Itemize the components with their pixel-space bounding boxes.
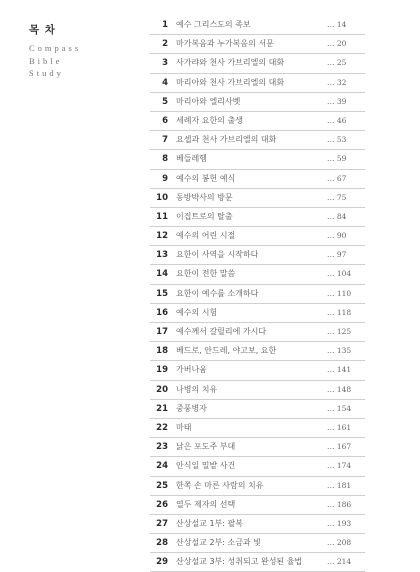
page-number: … 46 [327, 115, 347, 125]
chapter-title: 요한이 전한 말씀 [176, 269, 236, 279]
chapter-title: 예수께서 갈릴리에 가시다 [176, 327, 267, 336]
page-number: … 174 [327, 461, 352, 471]
contents-heading: 목 차 [29, 24, 56, 36]
page-number: … 67 [327, 173, 347, 183]
page-number: … 39 [327, 96, 347, 106]
chapter-number: 10 [156, 192, 168, 203]
chapter-title: 예수의 어린 시절 [176, 231, 236, 241]
page-number: … 84 [327, 211, 347, 221]
chapter-number: 11 [156, 211, 168, 222]
toc-entry[interactable] [150, 400, 365, 419]
chapter-title: 열두 제자의 선택 [176, 499, 236, 509]
page-number: … 161 [327, 422, 352, 432]
page-number: … 53 [327, 135, 347, 145]
chapter-title: 한쪽 손 마른 사람의 치유 [176, 480, 264, 490]
toc-entry[interactable] [150, 419, 365, 438]
chapter-title: 마리아와 천사 가브리엘의 대화 [176, 77, 285, 87]
table-of-contents [150, 16, 365, 572]
chapter-title: 예수의 봉헌 예식 [176, 173, 236, 183]
chapter-number: 20 [156, 384, 168, 395]
chapter-title: 가버나움 [176, 365, 207, 375]
toc-entry[interactable] [150, 112, 365, 131]
chapter-number: 27 [156, 518, 168, 529]
chapter-title: 베드로, 안드레, 야고보, 요한 [176, 346, 277, 356]
chapter-title: 산상설교 1부: 팔복 [176, 518, 243, 528]
chapter-number: 29 [156, 557, 168, 568]
chapter-title: 요한이 예수를 소개하다 [176, 288, 259, 298]
chapter-number: 12 [156, 231, 168, 242]
chapter-number: 16 [156, 307, 168, 318]
page-number: … 14 [327, 20, 347, 29]
toc-entry[interactable] [150, 265, 365, 284]
chapter-number: 5 [162, 96, 168, 107]
toc-entry[interactable] [150, 534, 365, 553]
chapter-number: 3 [162, 58, 168, 69]
toc-entry[interactable] [150, 74, 365, 93]
toc-entry[interactable] [150, 285, 365, 304]
page-number: … 135 [327, 346, 352, 356]
page-number: … 186 [327, 499, 352, 509]
chapter-title: 안식일 밀밭 사건 [176, 461, 236, 471]
chapter-number: 25 [156, 480, 168, 491]
page-number: … 97 [327, 250, 347, 260]
chapter-number: 1 [162, 20, 168, 30]
chapter-number: 18 [156, 346, 168, 357]
sidebar [29, 22, 81, 80]
chapter-title: 예수의 시험 [176, 307, 218, 317]
chapter-number: 6 [162, 115, 168, 126]
toc-entry[interactable] [150, 553, 365, 572]
toc-entry[interactable] [150, 438, 365, 457]
toc-entry[interactable] [150, 227, 365, 246]
chapter-title: 마리아와 엘리사벳 [176, 96, 241, 106]
chapter-title: 요셉과 천사 가브리엘의 대화 [176, 135, 277, 145]
page-number: … 148 [327, 384, 352, 394]
page-number: … 110 [327, 288, 352, 298]
toc-entry[interactable] [150, 515, 365, 534]
toc-entry[interactable] [150, 54, 365, 73]
chapter-title: 예수 그리스도의 족보 [176, 20, 251, 29]
series-name-line: Bible [29, 55, 63, 66]
page-number: … 118 [327, 307, 352, 317]
series-name-line: Study [29, 68, 64, 78]
page-number: … 20 [327, 39, 347, 49]
chapter-number: 17 [156, 327, 168, 337]
chapter-number: 13 [156, 250, 168, 261]
toc-entry[interactable] [150, 361, 365, 380]
series-name-line: Compass [29, 43, 82, 53]
toc-entry[interactable] [150, 381, 365, 400]
chapter-title: 요한이 사역을 시작하다 [176, 250, 259, 260]
chapter-number: 26 [156, 499, 168, 510]
page-number: … 141 [327, 365, 352, 375]
page-number: … 90 [327, 231, 347, 241]
toc-entry[interactable] [150, 16, 365, 35]
toc-entry[interactable] [150, 150, 365, 169]
chapter-title: 사가랴와 천사 가브리엘의 대화 [176, 58, 285, 68]
page-number: … 59 [327, 154, 347, 164]
toc-entry[interactable] [150, 208, 365, 227]
chapter-number: 24 [156, 461, 168, 472]
page-number: … 104 [327, 269, 352, 279]
chapter-number: 4 [162, 77, 168, 88]
toc-entry[interactable] [150, 170, 365, 189]
chapter-title: 세례자 요한의 출생 [176, 115, 243, 125]
page-number: … 181 [327, 480, 352, 490]
page-number: … 154 [327, 403, 352, 413]
chapter-title: 동방박사의 방문 [176, 192, 233, 202]
toc-entry[interactable] [150, 93, 365, 112]
chapter-title: 산상설교 3부: 성취되고 완성된 율법 [176, 557, 303, 567]
page-number: … 167 [327, 442, 352, 452]
chapter-number: 15 [156, 288, 168, 299]
chapter-title: 마가복음과 누가복음의 서문 [176, 39, 274, 49]
chapter-number: 28 [156, 538, 168, 549]
toc-entry[interactable] [150, 246, 365, 265]
chapter-number: 22 [156, 422, 168, 433]
chapter-title: 낡은 포도주 부대 [176, 442, 236, 452]
page-number: … 208 [327, 538, 352, 548]
chapter-title: 이집트로의 탈출 [176, 211, 233, 221]
chapter-title: 마태 [176, 422, 192, 432]
chapter-number: 2 [162, 39, 168, 50]
chapter-number: 7 [162, 135, 168, 146]
toc-entry[interactable] [150, 304, 365, 323]
chapter-number: 19 [156, 365, 168, 376]
toc-entry[interactable] [150, 189, 365, 208]
page-number: … 193 [327, 518, 352, 528]
chapter-number: 21 [156, 403, 168, 414]
toc-entry[interactable] [150, 35, 365, 54]
chapter-number: 23 [156, 442, 168, 453]
toc-entry[interactable] [150, 477, 365, 496]
page-number: … 32 [327, 77, 347, 87]
toc-entry[interactable] [150, 323, 365, 342]
series-name [29, 42, 81, 80]
toc-entry[interactable] [150, 342, 365, 361]
chapter-title: 산상설교 2부: 소금과 빛 [176, 538, 261, 548]
chapter-number: 9 [162, 173, 168, 184]
chapter-title: 나병의 치유 [176, 384, 218, 394]
toc-entry[interactable] [150, 496, 365, 515]
page-number: … 214 [327, 557, 352, 567]
toc-entry[interactable] [150, 457, 365, 476]
chapter-title: 베들레헴 [176, 154, 207, 164]
toc-entry[interactable] [150, 131, 365, 150]
page-number: … 75 [327, 192, 347, 202]
chapter-number: 8 [162, 154, 168, 165]
chapter-title: 중풍병자 [176, 403, 207, 413]
chapter-number: 14 [156, 269, 168, 280]
page-number: … 25 [327, 58, 347, 68]
page-number: … 125 [327, 327, 352, 336]
